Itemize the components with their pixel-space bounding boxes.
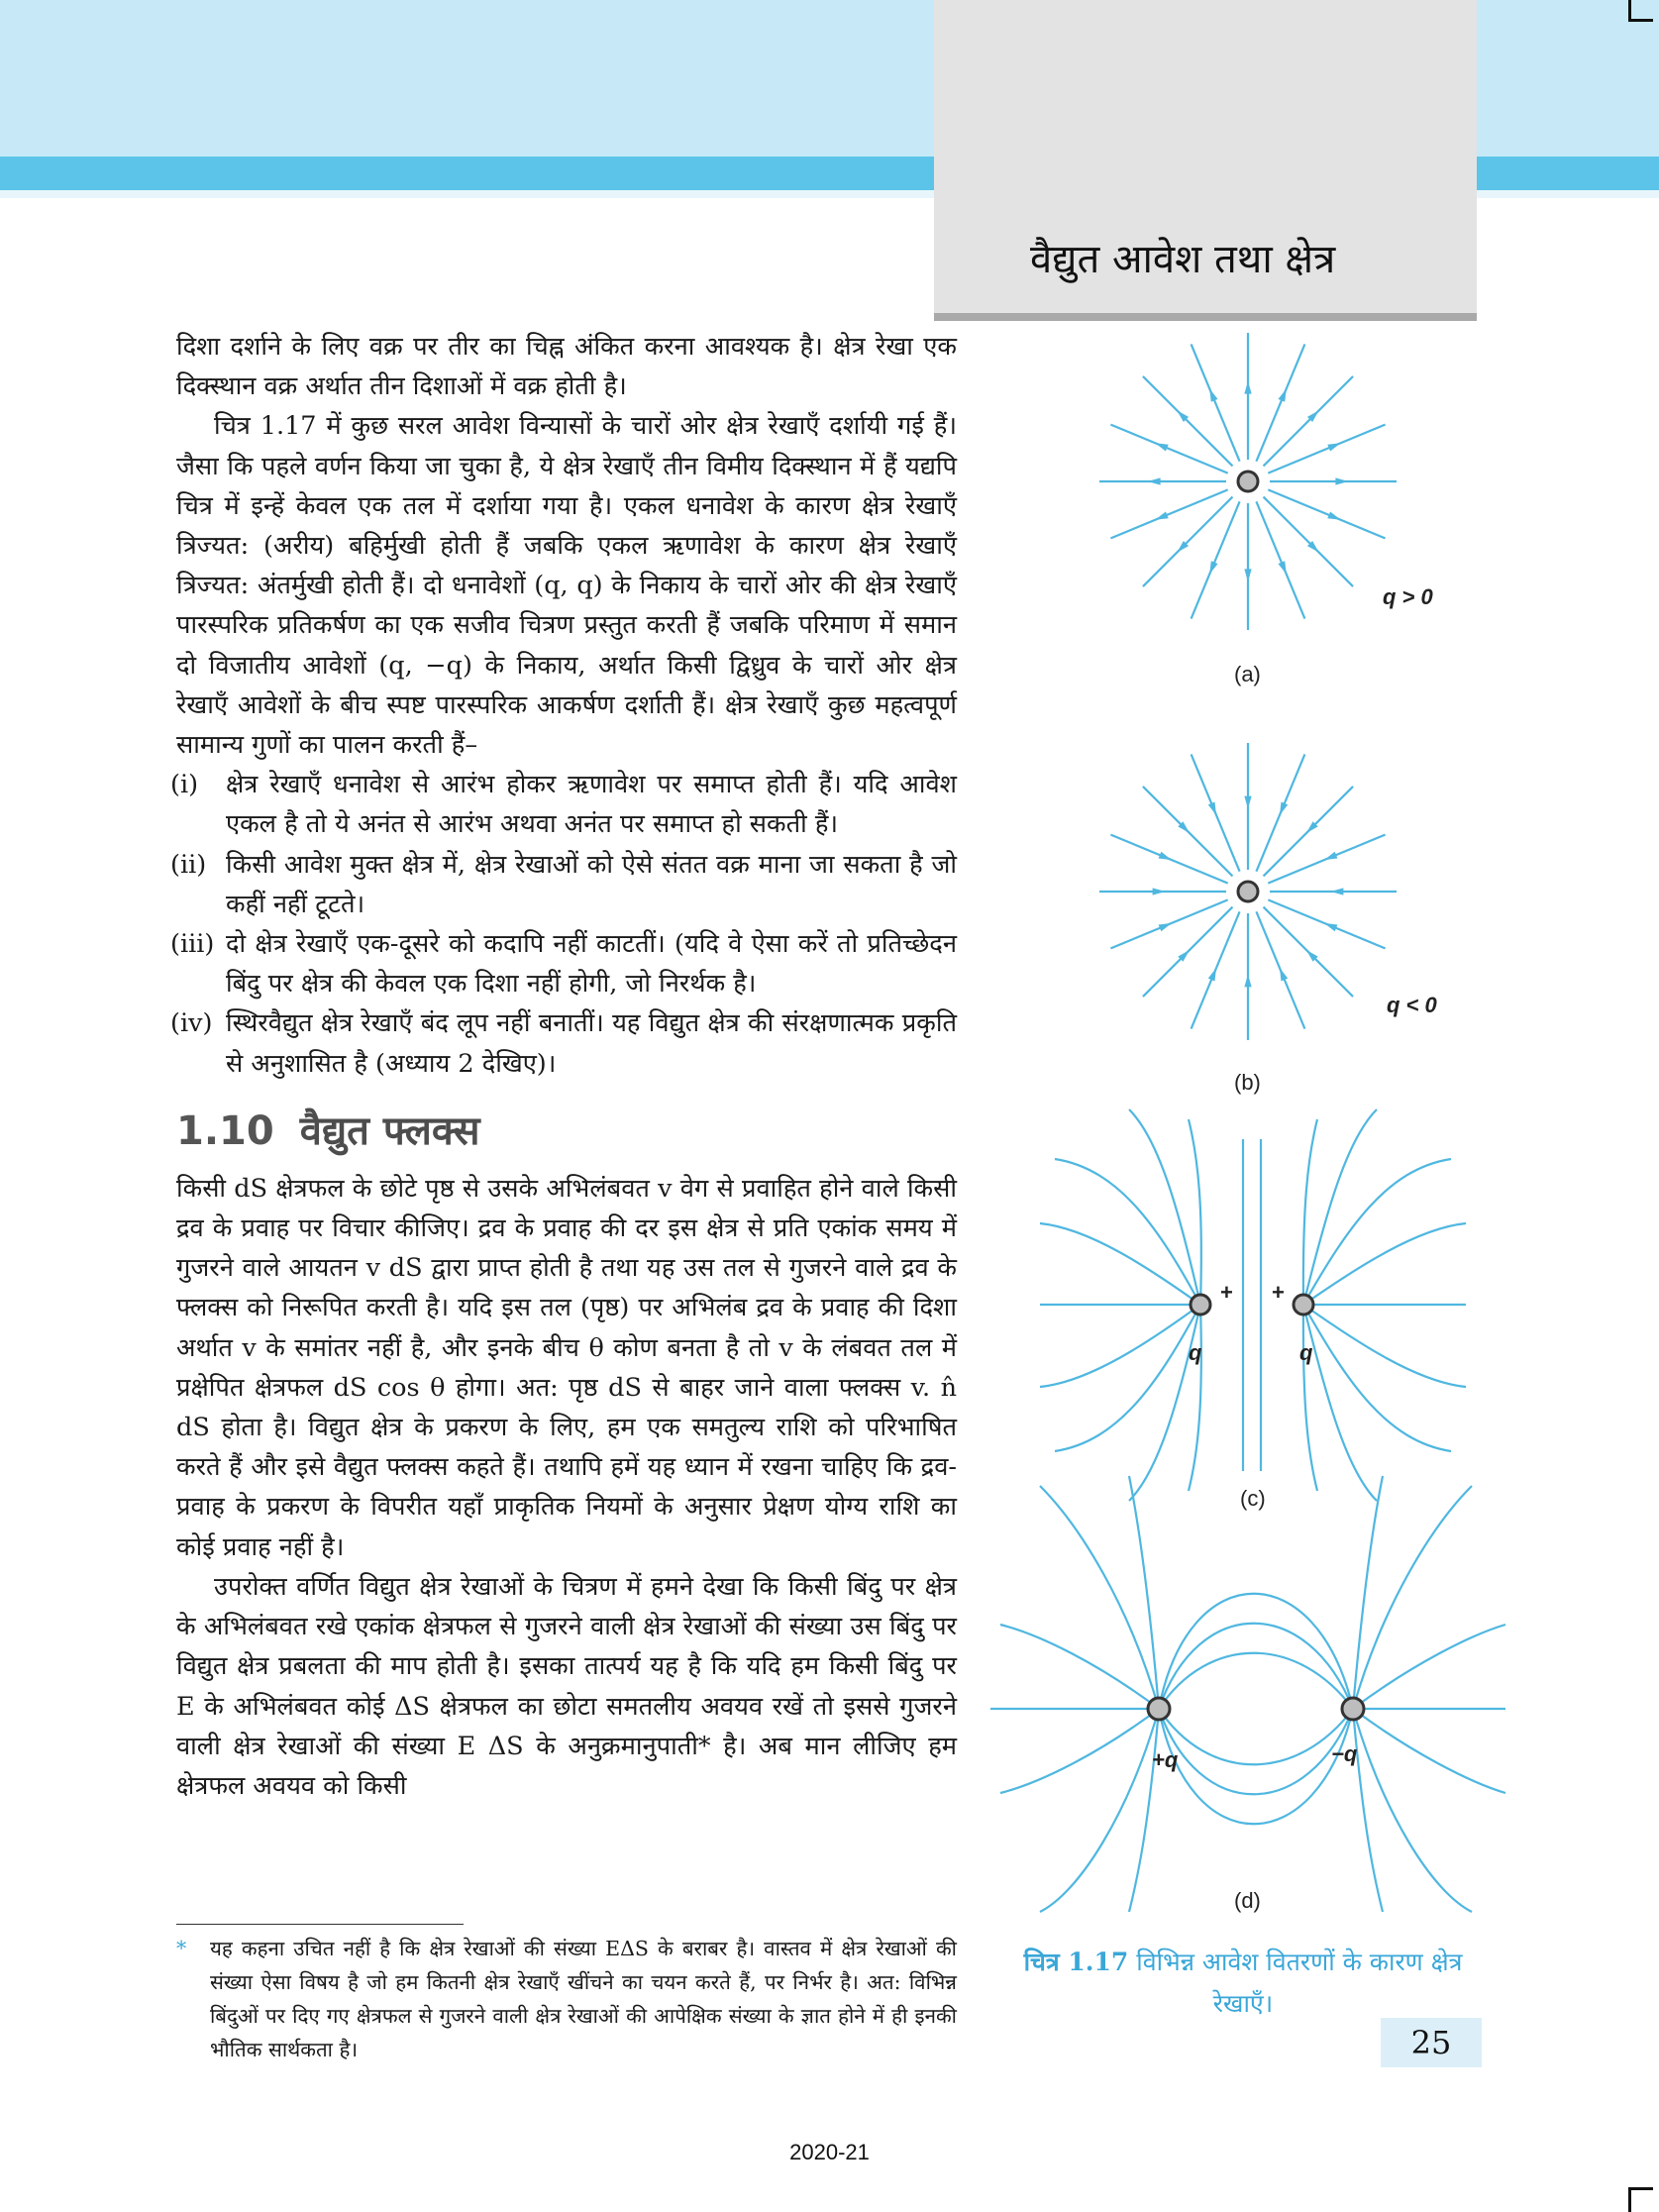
label-c: (c) xyxy=(1240,1486,1266,1511)
label-plus-right: + xyxy=(1272,1280,1285,1305)
year-stamp: 2020-21 xyxy=(789,2140,870,2164)
list-item-text: स्थिरवैद्युत क्षेत्र रेखाएँ बंद लूप नहीं बनातीं। यह विद्युत क्षेत्र की संरक्षणात्मक प्रकृति से अनुशासित है (अध्याय 2 देखिए)। xyxy=(226,1008,957,1079)
crop-mark-bottom-right xyxy=(1628,2187,1653,2212)
label-a: (a) xyxy=(1234,662,1261,686)
label-q-negative: q < 0 xyxy=(1387,993,1437,1017)
section-number: 1.10 xyxy=(176,1107,274,1154)
diagram-c-two-positive-charges xyxy=(1040,1109,1466,1501)
field-arrow xyxy=(1209,561,1217,574)
field-arrow xyxy=(1335,477,1348,484)
field-line xyxy=(1256,344,1304,461)
field-arrow xyxy=(1208,802,1216,815)
list-item xyxy=(170,765,957,844)
paragraph-flux-1: किसी dS क्षेत्रफल के छोटे पृष्ठ से उसके अभिलंबवत v वेग से प्रवाहित होने वाले किसी द्रव के प्रवाह पर विचार कीजिए। द्रव के प्रवाह की दर इस क्षेत्र से प्रति एकांक समय में गुजरने वाले आयतन v dS द्वारा प्राप्त होती है तथा यह उस तल से गुजरने वाले द्रव के फ्लक्स को निरूपित करती है। यदि इस तल (पृष्ठ) पर अभिलंब द्रव के प्रवाह की दिशा अर्थात v के समांतर नहीं है, और इनके बीच θ कोण बनता है तो v के लंबवत तल में प्रक्षेपित क्षेत्रफल dS cos θ होगा। अत: पृष्ठ dS से बाहर जाने वाला फ्लक्स v. n̂ dS होता है। विद्युत क्षेत्र के प्रकरण के लिए, हम एक समतुल्य राशि को परिभाषित करते हैं और इसे वैद्युत फ्लक्स कहते हैं। तथापि हमें यह ध्यान में रखना चाहिए कि द्रव-प्रवाह के प्रकरण के विपरीत यहाँ प्राकृतिक नियमों के अनुसार प्रेक्षण योग्य राशि का कोई प्रवाह नहीं है। xyxy=(176,1173,957,1562)
field-arrow xyxy=(1324,923,1337,931)
page-number: 25 xyxy=(1381,2018,1482,2067)
field-arrow xyxy=(1155,443,1168,451)
label-minus-q: −q xyxy=(1331,1741,1358,1766)
list-item-number: (i) xyxy=(170,770,199,800)
label-q-positive: q > 0 xyxy=(1383,584,1433,609)
label-q-right: q xyxy=(1299,1340,1313,1365)
label-plus-q: +q xyxy=(1152,1747,1179,1772)
chapter-title: वैद्युत आवेश तथा क्षेत्र xyxy=(1030,237,1336,282)
field-arrow xyxy=(1208,968,1216,981)
field-arrow xyxy=(1209,388,1217,401)
list-item-text: किसी आवेश मुक्त क्षेत्र में, क्षेत्र रेखाओं को ऐसे संतत वक्र माना जा सकता है जो कहीं नहीं टूटते। xyxy=(226,849,957,919)
dipole-positive-charge xyxy=(1148,1698,1170,1720)
field-arrow xyxy=(1159,852,1172,860)
positive-charge-a xyxy=(1238,472,1258,491)
diagram-a-positive-charge xyxy=(1099,333,1397,630)
dipole-negative-charge xyxy=(1342,1698,1364,1720)
field-arrow xyxy=(1280,968,1288,981)
diagram-b-negative-charge xyxy=(1099,743,1397,1040)
figure-caption-number: चित्र 1.17 xyxy=(1023,1948,1129,1976)
section-title: वैद्युत फ्लक्स xyxy=(299,1107,480,1154)
label-d: (d) xyxy=(1234,1888,1261,1913)
field-line xyxy=(1143,497,1233,587)
field-arrow xyxy=(1327,511,1340,519)
field-arrow xyxy=(1244,569,1251,581)
field-line xyxy=(1268,489,1385,538)
field-arrow xyxy=(1278,388,1286,401)
field-line xyxy=(1264,376,1354,467)
field-arrow xyxy=(1148,477,1161,484)
field-line-properties-list xyxy=(170,765,957,1084)
list-item-text: दो क्षेत्र रेखाएँ एक-दूसरे को कदापि नहीं काटतीं। (यदि वे ऐसा करें तो प्रतिच्छेदन बिंदु पर क्षेत्र की केवल एक दिशा नहीं होगी, जो निरर्थक है। xyxy=(226,929,957,1000)
field-arrow xyxy=(1244,796,1251,809)
footnote-text: यह कहना उचित नहीं है कि क्षेत्र रेखाओं की संख्या EΔS के बराबर है। वास्तव में क्षेत्र रेखाओं की संख्या ऐसा विषय है जो हम कितनी क्षेत्र रेखाएँ खींचने का चयन करते हैं, पर निर्भर है। अत: विभिन्न बिंदुओं पर दिए गए क्षेत्रफल से गुजरने वाली क्षेत्र रेखाओं की आपेक्षिक संख्या के ज्ञात होने में ही इनकी भौतिक सार्थकता है। xyxy=(210,1937,957,2061)
field-arrow xyxy=(1159,923,1172,931)
field-arrow xyxy=(1155,511,1168,519)
field-line xyxy=(1110,489,1227,538)
field-arrow xyxy=(1153,888,1166,895)
main-text-column xyxy=(170,327,957,1806)
list-item-number: (ii) xyxy=(170,849,207,880)
crop-mark-top-right xyxy=(1628,0,1653,22)
field-arrow xyxy=(1330,888,1343,895)
field-arrow xyxy=(1278,561,1286,574)
field-arrow xyxy=(1327,443,1340,451)
paragraph-figure-ref: चित्र 1.17 में कुछ सरल आवेश विन्यासों के चारों ओर क्षेत्र रेखाएँ दर्शायी गई हैं। जैसा कि पहले वर्णन किया जा चुका है, ये क्षेत्र रेखाएँ तीन विमीय दिक्स्थान में हैं यद्यपि चित्र में इन्हें केवल एक तल में दर्शाया गया है। एकल धनावेश के कारण क्षेत्र रेखाएँ त्रिज्यत: (अरीय) बहिर्मुखी होती हैं जबकि एकल ऋणावेश के कारण क्षेत्र रेखाएँ त्रिज्यत: अंतर्मुखी होती हैं। दो धनावेशों (q, q) के निकाय के चारों ओर की क्षेत्र रेखाएँ पारस्परिक प्रतिकर्षण का एक सजीव चित्रण प्रस्तुत करती हैं जबकि परिमाण में समान दो विजातीय आवेशों (q, −q) के निकाय, अर्थात किसी द्विध्रुव के चारों ओर क्षेत्र रेखाएँ आवेशों के बीच स्पष्ट पारस्परिक आकर्षण दर्शाती हैं। क्षेत्र रेखाएँ कुछ महत्वपूर्ण सामान्य गुणों का पालन करती हैं– xyxy=(176,411,957,761)
field-line xyxy=(1192,501,1240,618)
field-line xyxy=(1192,344,1240,461)
diagram-d-dipole xyxy=(990,1476,1505,1912)
paragraph-flux-2: उपरोक्त वर्णित विद्युत क्षेत्र रेखाओं के चित्रण में हमने देखा कि किसी बिंदु पर क्षेत्र के अभिलंबवत रखे एकांक क्षेत्रफल से गुजरने वाली क्षेत्र रेखाओं की संख्या उस बिंदु पर विद्युत क्षेत्र प्रबलता की माप होती है। इसका तात्पर्य यह है कि यदि हम किसी बिंदु पर E के अभिलंबवत कोई ΔS क्षेत्रफल का छोटा समतलीय अवयव रखें तो इससे गुजरने वाली क्षेत्र रेखाओं की संख्या E ΔS के अनुक्रमानुपाती* है। अब मान लीजिए हम क्षेत्रफल अवयव को किसी xyxy=(176,1571,957,1801)
footnote-star: * xyxy=(176,1937,187,1960)
field-arrow xyxy=(1324,852,1337,860)
label-plus-left: + xyxy=(1220,1280,1233,1305)
field-line xyxy=(1143,376,1233,467)
negative-charge-b xyxy=(1238,882,1258,901)
footnote-rule xyxy=(176,1924,464,1925)
field-arrow xyxy=(1244,381,1251,394)
footnote xyxy=(176,1932,957,2066)
list-item-number: (iv) xyxy=(170,1008,213,1039)
list-item-number: (iii) xyxy=(170,929,215,960)
field-line xyxy=(1268,425,1385,474)
field-arrow xyxy=(1244,974,1251,987)
list-item-text: क्षेत्र रेखाएँ धनावेश से आरंभ होकर ऋणावेश पर समाप्त होती हैं। यदि आवेश एकल है तो ये अनंत से आरंभ अथवा अनंत पर समाप्त हो सकती हैं। xyxy=(226,770,957,840)
field-line xyxy=(1110,425,1227,474)
charge-c-right xyxy=(1294,1295,1313,1315)
field-lines-figure xyxy=(981,317,1515,1922)
paragraph-continued: दिशा दर्शाने के लिए वक्र पर तीर का चिह्न अंकित करना आवश्यक है। क्षेत्र रेखा एक दिक्स्थान वक्र अर्थात तीन दिशाओं में वक्र होती है। xyxy=(176,332,957,402)
label-q-left: q xyxy=(1189,1340,1202,1365)
label-b: (b) xyxy=(1234,1070,1261,1095)
field-arrow xyxy=(1280,802,1288,815)
figure-caption-text: विभिन्न आवेश वितरणों के कारण क्षेत्र रेखाएँ। xyxy=(1136,1948,1463,2018)
list-item xyxy=(170,1003,957,1083)
list-item xyxy=(170,924,957,1003)
list-item xyxy=(170,845,957,924)
field-line xyxy=(1256,501,1304,618)
field-line xyxy=(1264,497,1354,587)
section-heading xyxy=(176,1106,957,1157)
charge-c-left xyxy=(1191,1295,1210,1315)
figure-caption xyxy=(1000,1942,1486,2025)
